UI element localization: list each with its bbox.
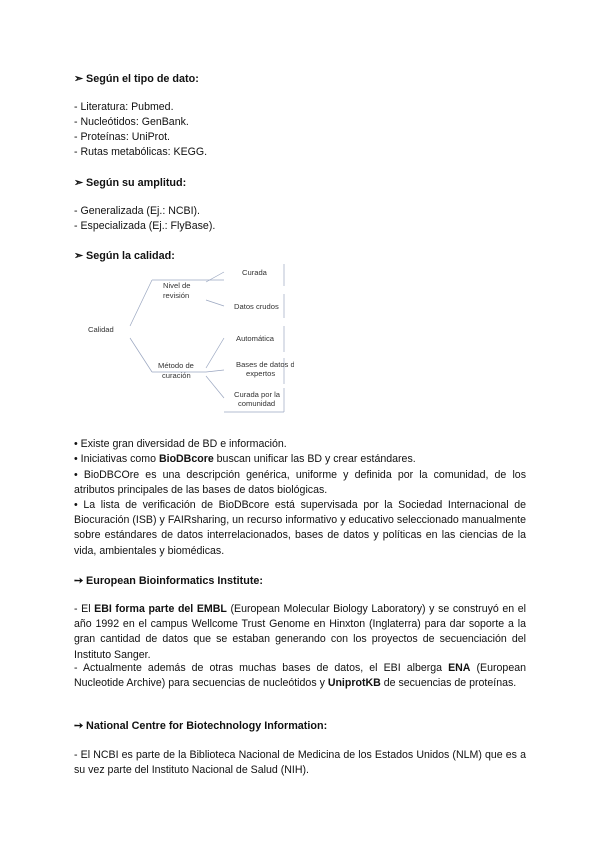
list-item: - Nucleótidos: GenBank. <box>74 116 189 128</box>
connector-b1-c2 <box>206 300 224 306</box>
diagram-leaf: Datos crudos <box>234 302 279 311</box>
connector-b2-c1 <box>206 338 224 368</box>
list-item: - Especializada (Ej.: FlyBase). <box>74 220 216 232</box>
ebi-p2-bold2: UniprotKB <box>327 677 381 690</box>
diagram-leaf: Automática <box>236 334 274 343</box>
diagram-branch2-line1: Método de <box>158 361 194 370</box>
bullet-3: • BioDBCOre es una descripción genérica, uniforme y definida por la comunidad, de los atributos principales de las bases de datos biológicas. <box>74 469 526 497</box>
diagram-branch1-line1: Nivel de <box>163 281 191 290</box>
ebi-p1-pre: - El <box>74 603 95 615</box>
heading-tipo-dato: ➣ Según el tipo de dato: <box>74 73 199 85</box>
ebi-p2-bold1: ENA <box>448 662 471 674</box>
heading-amplitud: ➣ Según su amplitud: <box>74 177 187 189</box>
connector-b2-c2 <box>206 370 224 372</box>
bullet-2-pre: • Iniciativas como <box>74 453 159 465</box>
diagram-leaf-multiline: Bases de datos de <box>236 360 294 369</box>
bullet-2 <box>74 453 416 465</box>
heading-ncbi: ➙ National Centre for Biotechnology Information: <box>74 720 328 732</box>
list-item: - Generalizada (Ej.: NCBI). <box>74 205 200 217</box>
ebi-p2-mid: (European Nucleotide Archive) para secuencias de nucleótidos y <box>74 662 526 690</box>
ebi-p2-post: de secuencias de proteínas. <box>380 677 517 690</box>
diagram-leaf-multiline: Curada por la <box>234 390 281 399</box>
ncbi-paragraph-1: - El NCBI es parte de la Biblioteca Nacional de Medicina de los Estados Unidos (NLM) que es a su vez parte del Instituto Nacional de Salud (NIH). <box>74 749 526 777</box>
ebi-p1-bold: EBI forma parte del EMBL <box>94 603 227 615</box>
ebi-p2-pre: - Actualmente además de otras muchas bases de datos, el EBI alberga <box>74 662 449 674</box>
diagram-leaf-multiline: expertos <box>246 369 276 378</box>
diagram-leaf-multiline: comunidad <box>238 399 276 408</box>
list-item: - Rutas metabólicas: KEGG. <box>74 146 208 158</box>
heading-ebi: ➙ European Bioinformatics Institute: <box>74 575 264 587</box>
diagram-branch1-line2: revisión <box>163 291 190 300</box>
ebi-paragraph-1 <box>74 602 526 663</box>
connector-b2-c3 <box>206 376 224 398</box>
list-item: - Proteínas: UniProt. <box>74 131 170 143</box>
connector-root-branch2 <box>130 338 152 372</box>
quality-diagram-svg <box>74 258 294 418</box>
ebi-paragraph-2 <box>74 661 526 691</box>
diagram-leaf: Curada <box>242 268 267 277</box>
diagram-root: Calidad <box>88 325 114 334</box>
quality-diagram <box>74 258 294 418</box>
bullet-1: • Existe gran diversidad de BD e información. <box>74 438 287 450</box>
bullet-2-post: buscan unificar las BD y crear estándares. <box>213 453 416 465</box>
bullet-4: • La lista de verificación de BioDBcore está supervisada por la Sociedad Internacional de Biocuración (ISB) y FAIRsharing, un recurso informativo y educativo seleccionado manualmente sobre estándares de datos interrelacionados, bases de datos y políticas en las ciencias de la vida, ambientales y biomédicas. <box>74 499 526 557</box>
heading-calidad: ➣ Según la calidad: <box>74 250 175 262</box>
diagram-branch2-line2: curación <box>162 371 191 380</box>
ebi-p1-post: (European Molecular Biology Laboratory) y se construyó en el año 1992 en el campus Wellcome Trust Genome en Hinxton (Inglaterra) para dar soporte a la gran cantidad de datos que se estaban generando con los proyectos de secuenciación del Instituto Sanger. <box>74 603 527 661</box>
list-item: - Literatura: Pubmed. <box>74 101 174 113</box>
bullet-2-bold: BioDBcore <box>158 453 214 465</box>
connector-root-branch1 <box>130 280 152 326</box>
connector-b1-c1 <box>206 272 224 282</box>
